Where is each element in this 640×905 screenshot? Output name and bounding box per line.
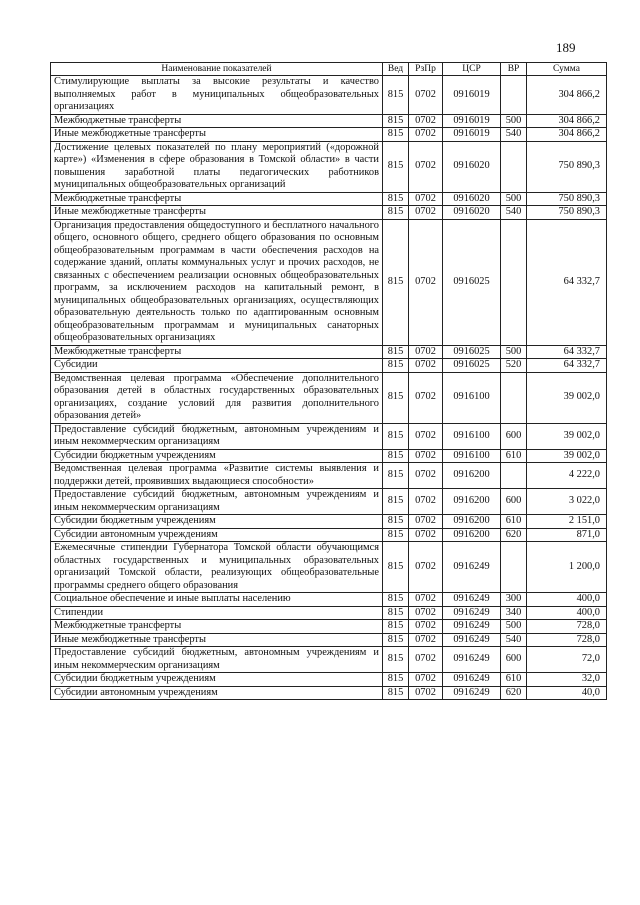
cell-csr: 0916249 (443, 633, 501, 647)
table-row (51, 423, 607, 449)
cell-sum: 304 866,2 (527, 114, 607, 128)
cell-name: Ведомственная целевая программа «Обеспечение дополнительного образования детей в областных государственных образовательных организациях, создание условий для развития дополнительного образования детей» (51, 372, 383, 423)
cell-rzpr: 0702 (409, 542, 443, 593)
cell-vr: 610 (501, 673, 527, 687)
header-vr: ВР (501, 63, 527, 76)
cell-rzpr: 0702 (409, 423, 443, 449)
cell-ved: 815 (383, 606, 409, 620)
cell-vr: 500 (501, 345, 527, 359)
table-row (51, 219, 607, 345)
cell-csr: 0916100 (443, 423, 501, 449)
cell-csr: 0916200 (443, 515, 501, 529)
cell-vr (501, 463, 527, 489)
cell-sum: 750 890,3 (527, 192, 607, 206)
cell-csr: 0916249 (443, 620, 501, 634)
cell-csr: 0916019 (443, 114, 501, 128)
cell-sum: 39 002,0 (527, 372, 607, 423)
cell-sum: 728,0 (527, 620, 607, 634)
cell-name: Межбюджетные трансферты (51, 192, 383, 206)
table-row (51, 620, 607, 634)
table-row (51, 647, 607, 673)
cell-sum: 871,0 (527, 528, 607, 542)
header-name: Наименование показателей (51, 63, 383, 76)
cell-vr: 500 (501, 114, 527, 128)
cell-ved: 815 (383, 449, 409, 463)
header-ved: Вед (383, 63, 409, 76)
cell-vr: 300 (501, 593, 527, 607)
table-row (51, 372, 607, 423)
cell-rzpr: 0702 (409, 192, 443, 206)
cell-ved: 815 (383, 359, 409, 373)
cell-rzpr: 0702 (409, 528, 443, 542)
cell-vr: 500 (501, 620, 527, 634)
cell-rzpr: 0702 (409, 633, 443, 647)
cell-vr: 540 (501, 128, 527, 142)
cell-rzpr: 0702 (409, 647, 443, 673)
cell-sum: 1 200,0 (527, 542, 607, 593)
cell-name: Предоставление субсидий бюджетным, автономным учреждениям и иным некоммерческим организациям (51, 647, 383, 673)
cell-name: Социальное обеспечение и иные выплаты населению (51, 593, 383, 607)
cell-sum: 40,0 (527, 686, 607, 700)
cell-name: Межбюджетные трансферты (51, 620, 383, 634)
cell-csr: 0916200 (443, 528, 501, 542)
cell-csr: 0916019 (443, 128, 501, 142)
cell-ved: 815 (383, 76, 409, 115)
cell-vr: 540 (501, 633, 527, 647)
cell-sum: 400,0 (527, 606, 607, 620)
budget-table (50, 62, 607, 700)
cell-csr: 0916249 (443, 606, 501, 620)
cell-sum: 39 002,0 (527, 423, 607, 449)
cell-ved: 815 (383, 620, 409, 634)
table-row (51, 606, 607, 620)
cell-rzpr: 0702 (409, 606, 443, 620)
cell-ved: 815 (383, 686, 409, 700)
cell-name: Иные межбюджетные трансферты (51, 633, 383, 647)
cell-ved: 815 (383, 515, 409, 529)
table-header-row (51, 63, 607, 76)
table-body (51, 76, 607, 700)
cell-vr: 520 (501, 359, 527, 373)
cell-name: Стимулирующие выплаты за высокие результаты и качество выполняемых работ в муниципальных общеобразовательных организациях (51, 76, 383, 115)
table-row (51, 114, 607, 128)
cell-sum: 32,0 (527, 673, 607, 687)
table-row (51, 463, 607, 489)
table-row (51, 489, 607, 515)
cell-vr (501, 76, 527, 115)
cell-ved: 815 (383, 489, 409, 515)
header-sum: Сумма (527, 63, 607, 76)
cell-name: Стипендии (51, 606, 383, 620)
cell-name: Межбюджетные трансферты (51, 114, 383, 128)
cell-name: Достижение целевых показателей по плану мероприятий («дорожной карте») «Изменения в сфере образования в Томской области» в части повышения заработной платы педагогических работников муниципальных общеобразовательных организаций (51, 141, 383, 192)
cell-sum: 39 002,0 (527, 449, 607, 463)
cell-rzpr: 0702 (409, 686, 443, 700)
cell-ved: 815 (383, 192, 409, 206)
header-rzpr: РзПр (409, 63, 443, 76)
cell-vr: 540 (501, 206, 527, 220)
cell-csr: 0916100 (443, 449, 501, 463)
cell-rzpr: 0702 (409, 489, 443, 515)
cell-ved: 815 (383, 114, 409, 128)
cell-ved: 815 (383, 463, 409, 489)
cell-rzpr: 0702 (409, 141, 443, 192)
table-row (51, 593, 607, 607)
cell-rzpr: 0702 (409, 114, 443, 128)
cell-sum: 3 022,0 (527, 489, 607, 515)
table-row (51, 141, 607, 192)
table-row (51, 206, 607, 220)
cell-vr (501, 372, 527, 423)
cell-sum: 304 866,2 (527, 76, 607, 115)
cell-rzpr: 0702 (409, 463, 443, 489)
table-row (51, 673, 607, 687)
cell-csr: 0916100 (443, 372, 501, 423)
table-row (51, 192, 607, 206)
cell-vr: 600 (501, 647, 527, 673)
table-row (51, 76, 607, 115)
cell-csr: 0916020 (443, 192, 501, 206)
cell-sum: 72,0 (527, 647, 607, 673)
cell-rzpr: 0702 (409, 372, 443, 423)
cell-vr: 600 (501, 423, 527, 449)
cell-csr: 0916020 (443, 206, 501, 220)
cell-csr: 0916025 (443, 219, 501, 345)
cell-ved: 815 (383, 593, 409, 607)
cell-sum: 64 332,7 (527, 219, 607, 345)
cell-name: Субсидии автономным учреждениям (51, 528, 383, 542)
cell-vr: 500 (501, 192, 527, 206)
cell-csr: 0916200 (443, 489, 501, 515)
table-row (51, 542, 607, 593)
cell-name: Иные межбюджетные трансферты (51, 128, 383, 142)
cell-name: Субсидии (51, 359, 383, 373)
page-number: 189 (556, 40, 576, 55)
table-row (51, 128, 607, 142)
cell-csr: 0916200 (443, 463, 501, 489)
cell-sum: 64 332,7 (527, 359, 607, 373)
cell-rzpr: 0702 (409, 449, 443, 463)
cell-ved: 815 (383, 345, 409, 359)
cell-csr: 0916249 (443, 673, 501, 687)
table-row (51, 359, 607, 373)
cell-name: Предоставление субсидий бюджетным, автономным учреждениям и иным некоммерческим организациям (51, 489, 383, 515)
cell-rzpr: 0702 (409, 673, 443, 687)
cell-csr: 0916025 (443, 359, 501, 373)
cell-rzpr: 0702 (409, 206, 443, 220)
table-row (51, 449, 607, 463)
cell-ved: 815 (383, 528, 409, 542)
cell-sum: 4 222,0 (527, 463, 607, 489)
cell-name: Субсидии бюджетным учреждениям (51, 449, 383, 463)
cell-csr: 0916249 (443, 647, 501, 673)
cell-ved: 815 (383, 128, 409, 142)
cell-sum: 2 151,0 (527, 515, 607, 529)
cell-csr: 0916020 (443, 141, 501, 192)
cell-sum: 400,0 (527, 593, 607, 607)
cell-vr: 600 (501, 489, 527, 515)
cell-sum: 64 332,7 (527, 345, 607, 359)
cell-ved: 815 (383, 423, 409, 449)
cell-csr: 0916249 (443, 542, 501, 593)
cell-name: Предоставление субсидий бюджетным, автономным учреждениям и иным некоммерческим организациям (51, 423, 383, 449)
cell-vr (501, 141, 527, 192)
cell-ved: 815 (383, 673, 409, 687)
cell-vr (501, 542, 527, 593)
table-row (51, 633, 607, 647)
cell-sum: 750 890,3 (527, 206, 607, 220)
cell-name: Субсидии бюджетным учреждениям (51, 515, 383, 529)
cell-rzpr: 0702 (409, 345, 443, 359)
cell-name: Субсидии бюджетным учреждениям (51, 673, 383, 687)
cell-csr: 0916249 (443, 593, 501, 607)
cell-ved: 815 (383, 647, 409, 673)
cell-rzpr: 0702 (409, 128, 443, 142)
cell-ved: 815 (383, 206, 409, 220)
cell-vr: 610 (501, 449, 527, 463)
cell-rzpr: 0702 (409, 219, 443, 345)
cell-sum: 750 890,3 (527, 141, 607, 192)
cell-rzpr: 0702 (409, 620, 443, 634)
header-csr: ЦСР (443, 63, 501, 76)
cell-vr: 620 (501, 528, 527, 542)
cell-name: Субсидии автономным учреждениям (51, 686, 383, 700)
cell-ved: 815 (383, 141, 409, 192)
cell-name: Ежемесячные стипендии Губернатора Томской области обучающимся областных государственных и муниципальных образовательных организаций Томской области, реализующих общеобразовательные программы среднего общего образования (51, 542, 383, 593)
cell-csr: 0916249 (443, 686, 501, 700)
table-row (51, 528, 607, 542)
cell-rzpr: 0702 (409, 593, 443, 607)
cell-rzpr: 0702 (409, 359, 443, 373)
cell-ved: 815 (383, 372, 409, 423)
cell-name: Межбюджетные трансферты (51, 345, 383, 359)
cell-rzpr: 0702 (409, 76, 443, 115)
cell-vr: 610 (501, 515, 527, 529)
cell-name: Иные межбюджетные трансферты (51, 206, 383, 220)
cell-sum: 728,0 (527, 633, 607, 647)
cell-sum: 304 866,2 (527, 128, 607, 142)
cell-rzpr: 0702 (409, 515, 443, 529)
table-row (51, 345, 607, 359)
cell-csr: 0916019 (443, 76, 501, 115)
cell-name: Организация предоставления общедоступного и бесплатного начального общего, основного общего, среднего общего образования по основным общеобразовательным программам в части обеспечения расходов на содержание зданий, оплаты коммунальных услуг и прочих расходов, не связанных с обеспечением реализации основных общеобразовательных программ, за исключением расходов на капитальный ремонт, в муниципальных общеобразовательных организациях, осуществляющих образовательную деятельность только по адаптированным основным общеобразовательным программам и муниципальных санаторных общеобразовательных организациях (51, 219, 383, 345)
table-row (51, 515, 607, 529)
cell-ved: 815 (383, 219, 409, 345)
cell-vr: 620 (501, 686, 527, 700)
cell-ved: 815 (383, 633, 409, 647)
cell-vr (501, 219, 527, 345)
table-row (51, 686, 607, 700)
cell-vr: 340 (501, 606, 527, 620)
cell-name: Ведомственная целевая программа «Развитие системы выявления и поддержки детей, проявивших выдающиеся способности» (51, 463, 383, 489)
cell-csr: 0916025 (443, 345, 501, 359)
cell-ved: 815 (383, 542, 409, 593)
